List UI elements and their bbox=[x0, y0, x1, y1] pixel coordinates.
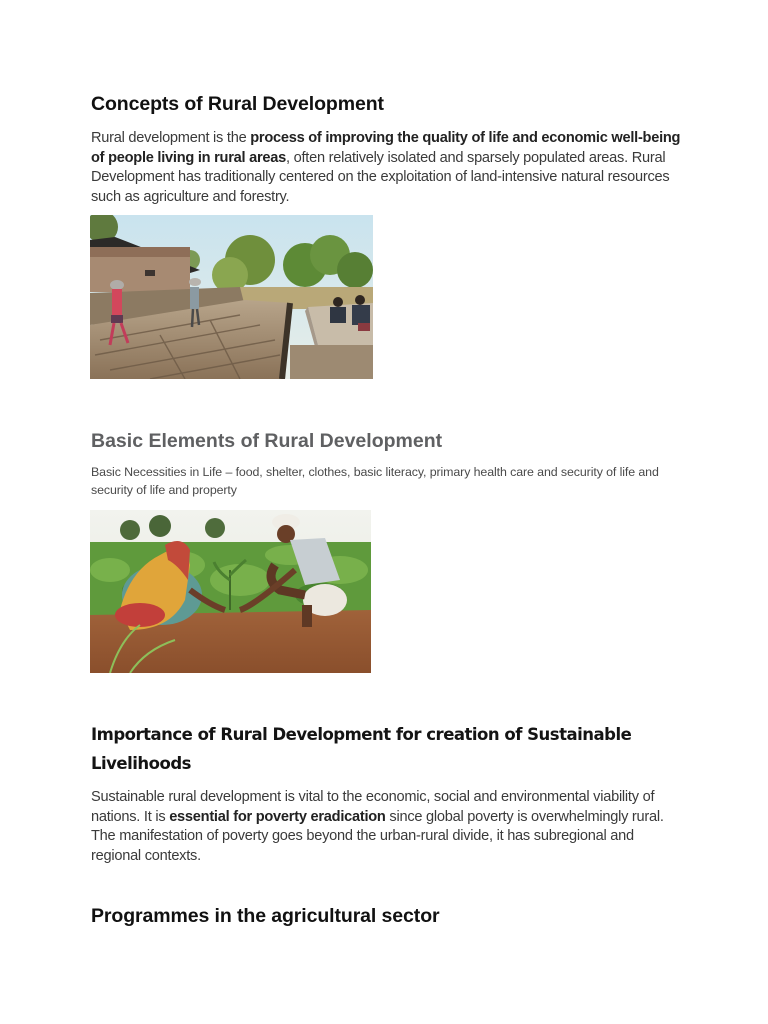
paragraph-text: since global poverty is overwhelmingly rural. The manifestation of poverty goes beyond the urban-rural divide, it has subregional and regional contexts. bbox=[91, 808, 664, 864]
section-heading-basic-elements: Basic Elements of Rural Development bbox=[91, 430, 443, 452]
section-heading-importance: Importance of Rural Development for creation of Sustainable Livelihoods bbox=[91, 725, 632, 773]
section-heading-concepts: Concepts of Rural Development bbox=[91, 93, 384, 115]
paragraph-bold-text: process of improving the quality of life and economic well-being of people living in rural areas bbox=[91, 130, 681, 166]
farmers-planting-photo bbox=[90, 510, 371, 673]
paragraph-bold-text: essential for poverty eradication bbox=[169, 808, 386, 825]
section-paragraph-concepts bbox=[91, 129, 681, 207]
section-paragraph-basic-elements: Basic Necessities in Life – food, shelter, clothes, basic literacy, primary health care and security of life and security of life and property bbox=[91, 465, 659, 497]
section-paragraph-importance bbox=[91, 788, 681, 866]
section-heading-programmes: Programmes in the agricultural sector bbox=[91, 905, 440, 927]
village-path-photo bbox=[90, 215, 373, 379]
paragraph-text: Rural development is the bbox=[91, 130, 251, 146]
paragraph-text: , often relatively isolated and sparsely populated areas. Rural Development has traditionally centered on the exploitation of land-intensive natural resources such as agriculture and forestry. bbox=[91, 149, 670, 205]
paragraph-text: Sustainable rural development is vital to the economic, social and environmental viability of nations. It is bbox=[91, 789, 655, 825]
village-path-illustration bbox=[90, 215, 373, 379]
farmers-planting-illustration bbox=[90, 510, 371, 673]
